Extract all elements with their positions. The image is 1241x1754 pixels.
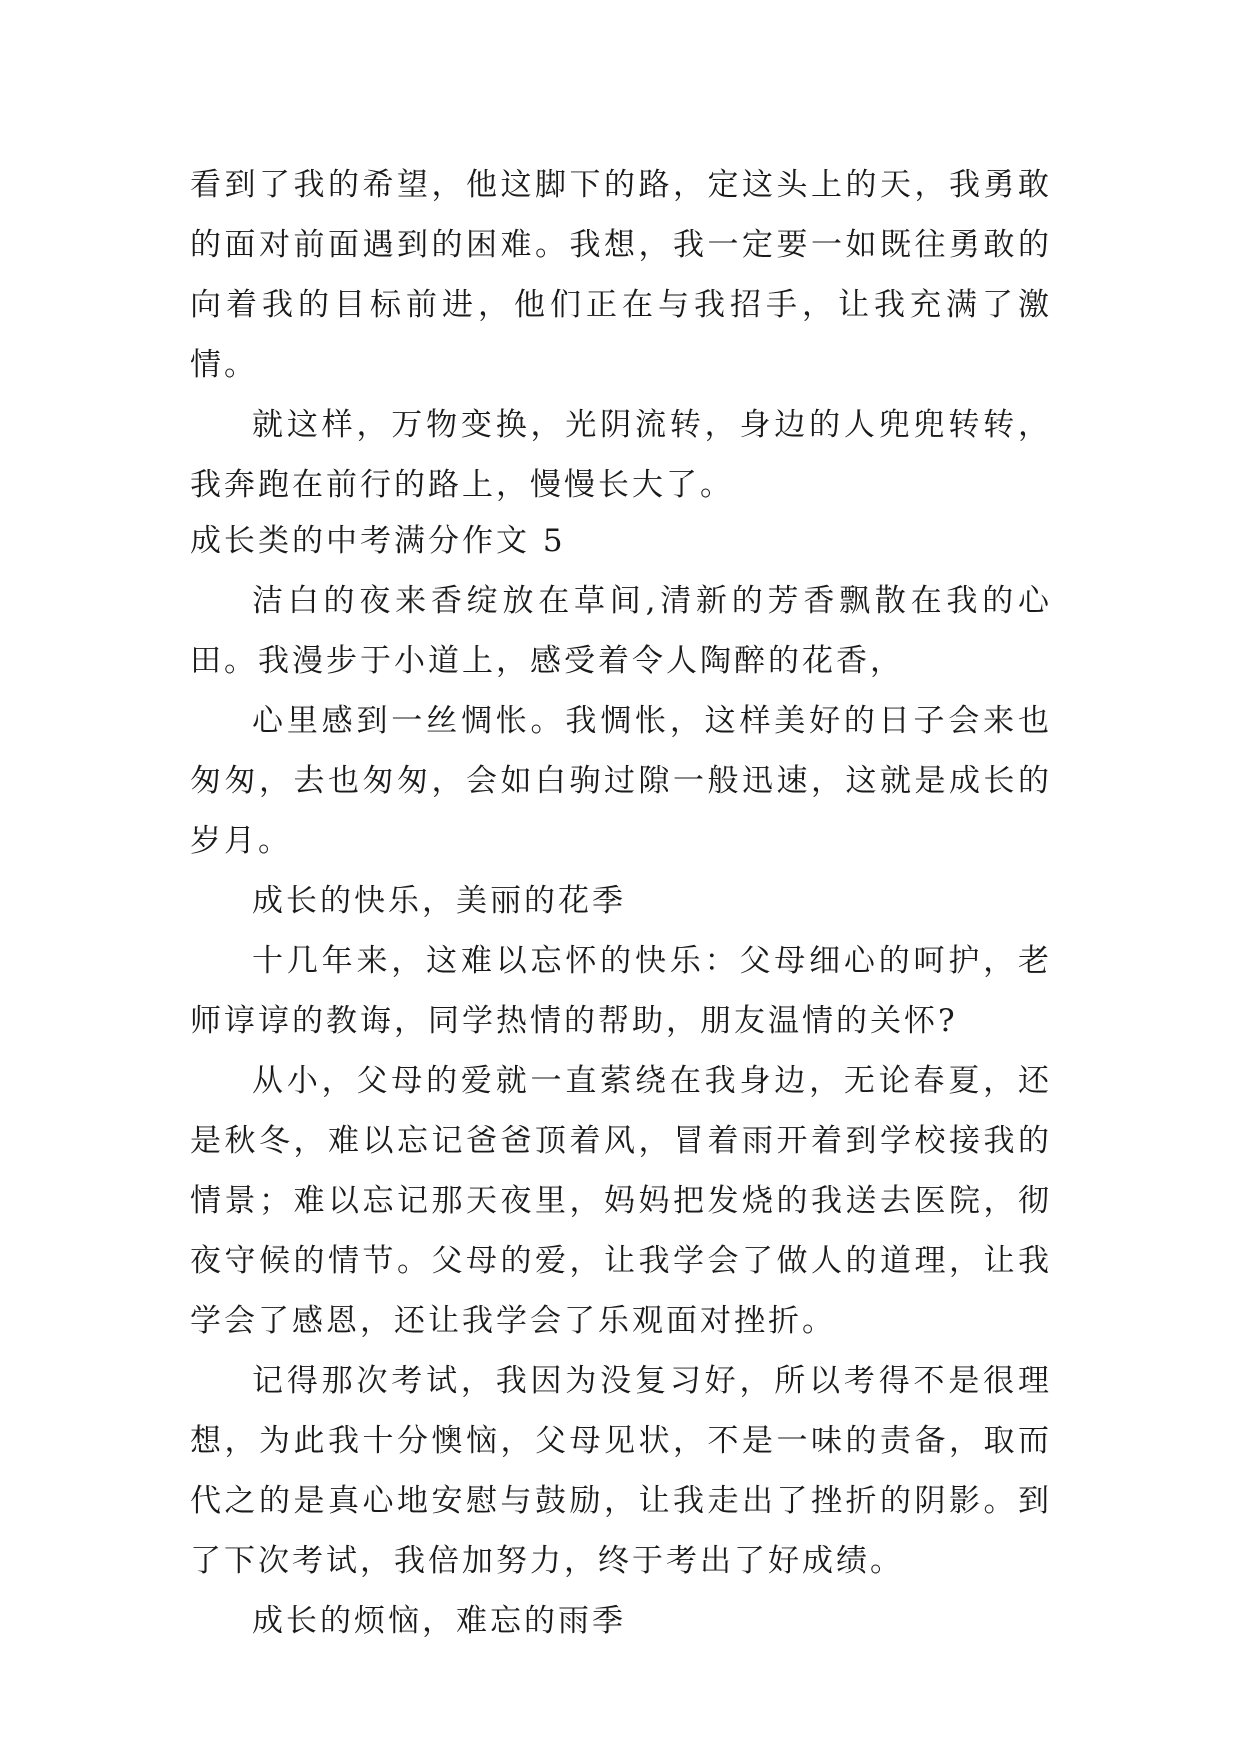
paragraph: 就这样，万物变换，光阴流转，身边的人兜兜转转，我奔跑在前行的路上，慢慢长大了。 (190, 407, 1052, 503)
paragraph: 记得那次考试，我因为没复习好，所以考得不是很理想，为此我十分懊恼，父母见状，不是一味的责备，取而代之的是真心地安慰与鼓励，让我走出了挫折的阴影。到了下次考试，我倍加努力，终于考出了好成绩。 (190, 1363, 1052, 1579)
paragraph: 心里感到一丝惆怅。我惆怅，这样美好的日子会来也匆匆，去也匆匆，会如白驹过隙一般迅速，这就是成长的岁月。 (190, 703, 1052, 859)
continued-text (190, 155, 1052, 515)
essay-section (190, 511, 1052, 1651)
subheading: 成长的快乐，美丽的花季 (252, 883, 626, 919)
section-title: 成长类的中考满分作文 5 (190, 523, 566, 559)
paragraph: 十几年来，这难以忘怀的快乐：父母细心的呵护，老师谆谆的教诲，同学热情的帮助，朋友温情的关怀? (190, 943, 1052, 1039)
paragraph: 洁白的夜来香绽放在草间,清新的芳香飘散在我的心田。我漫步于小道上，感受着令人陶醉的花香， (190, 583, 1052, 679)
paragraph: 从小，父母的爱就一直萦绕在我身边，无论春夏，还是秋冬，难以忘记爸爸顶着风，冒着雨开着到学校接我的情景；难以忘记那天夜里，妈妈把发烧的我送去医院，彻夜守候的情节。父母的爱，让我学会了做人的道理，让我学会了感恩，还让我学会了乐观面对挫折。 (190, 1063, 1052, 1339)
paragraph: 看到了我的希望，他这脚下的路，定这头上的天，我勇敢的面对前面遇到的困难。我想，我一定要一如既往勇敢的向着我的目标前进，他们正在与我招手，让我充满了激情。 (190, 167, 1052, 383)
subheading: 成长的烦恼，难忘的雨季 (252, 1603, 626, 1639)
